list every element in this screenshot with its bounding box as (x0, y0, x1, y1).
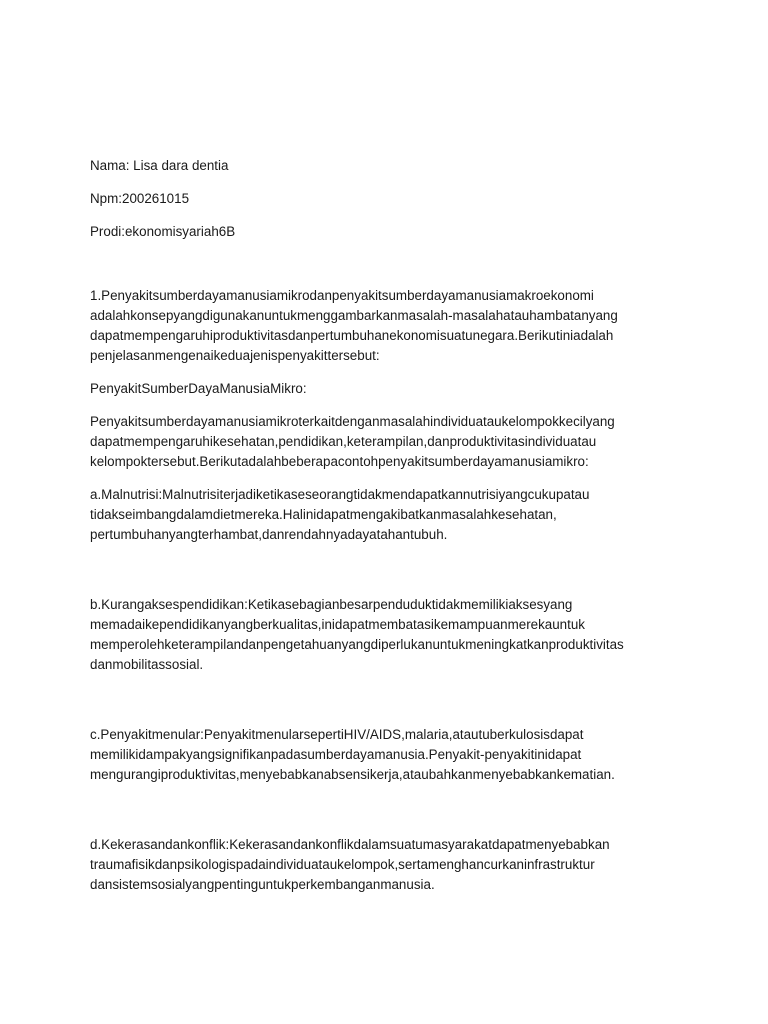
section-desc-line: dapatmempengaruhikesehatan,pendidikan,keterampilan,danproduktivitasindividuatau (90, 434, 597, 449)
section-description (90, 412, 650, 472)
list-item-d (90, 835, 650, 895)
section-title-text: PenyakitSumberDayaManusiaMikro: (90, 381, 307, 396)
intro-paragraph (90, 286, 650, 366)
item-d-line: d.Kekerasandankonflik:Kekerasandankonflikdalamsuatumasyarakatdapatmenyebabkan (90, 837, 610, 852)
student-npm: Npm:200261015 (90, 191, 190, 206)
section-title (90, 379, 650, 399)
list-item-c (90, 725, 650, 785)
item-c-line: memilikidampakyangsignifikanpadasumberdayamanusia.Penyakit-penyakitinidapat (90, 747, 582, 762)
intro-line: penjelasanmengenaikeduajenispenyakittersebut: (90, 348, 380, 363)
intro-line: adalahkonsepyangdigunakanuntukmenggambarkanmasalah-masalahatauhambatanyang (90, 308, 618, 323)
section-desc-line: Penyakitsumberdayamanusiamikroterkaitdenganmasalahindividuataukelompokkecilyang (90, 414, 615, 429)
item-b-line: memperolehketerampilandanpengetahuanyangdiperlukanuntukmeningkatkanproduktivitas (90, 637, 624, 652)
item-b-line: b.Kurangaksespendidikan:Ketikasebagianbesarpenduduktidakmemilikiaksesyang (90, 597, 573, 612)
student-prodi: Prodi:ekonomisyariah6B (90, 224, 236, 239)
item-c-line: c.Penyakitmenular:PenyakitmenularsepertiHIV/AIDS,malaria,atautuberkulosisdapat (90, 727, 584, 742)
item-a-line: tidakseimbangdalamdietmereka.Halinidapatmengakibatkanmasalahkesehatan, (90, 507, 557, 522)
intro-line: 1.Penyakitsumberdayamanusiamikrodanpenyakitsumberdayamanusiamakroekonomi (90, 288, 594, 303)
document-page (90, 156, 650, 908)
item-b-line: memadaikependidikanyangberkualitas,inidapatmembatasikemampuanmerekauntuk (90, 617, 585, 632)
item-b-line: danmobilitassosial. (90, 657, 204, 672)
item-d-line: dansistemsosialyangpentinguntukperkembanganmanusia. (90, 877, 435, 892)
item-d-line: traumafisikdanpsikologispadaindividuataukelompok,sertamenghancurkaninfrastruktur (90, 857, 595, 872)
item-c-line: mengurangiproduktivitas,menyebabkanabsensikerja,ataubahkanmenyebabkankematian. (90, 767, 615, 782)
section-desc-line: kelompoktersebut.Berikutadalahbeberapacontohpenyakitsumberdayamanusiamikro: (90, 454, 589, 469)
item-a-line: a.Malnutrisi:Malnutrisiterjadiketikaseseorangtidakmendapatkannutrisiyangcukupatau (90, 487, 590, 502)
list-item-b (90, 595, 650, 675)
student-name: Nama: Lisa dara dentia (90, 158, 229, 173)
intro-line: dapatmempengaruhiproduktivitasdanpertumbuhanekonomisuatunegara.Berikutiniadalah (90, 328, 614, 343)
item-a-line: pertumbuhanyangterhambat,danrendahnyadayatahantubuh. (90, 527, 448, 542)
list-item-a (90, 485, 650, 545)
